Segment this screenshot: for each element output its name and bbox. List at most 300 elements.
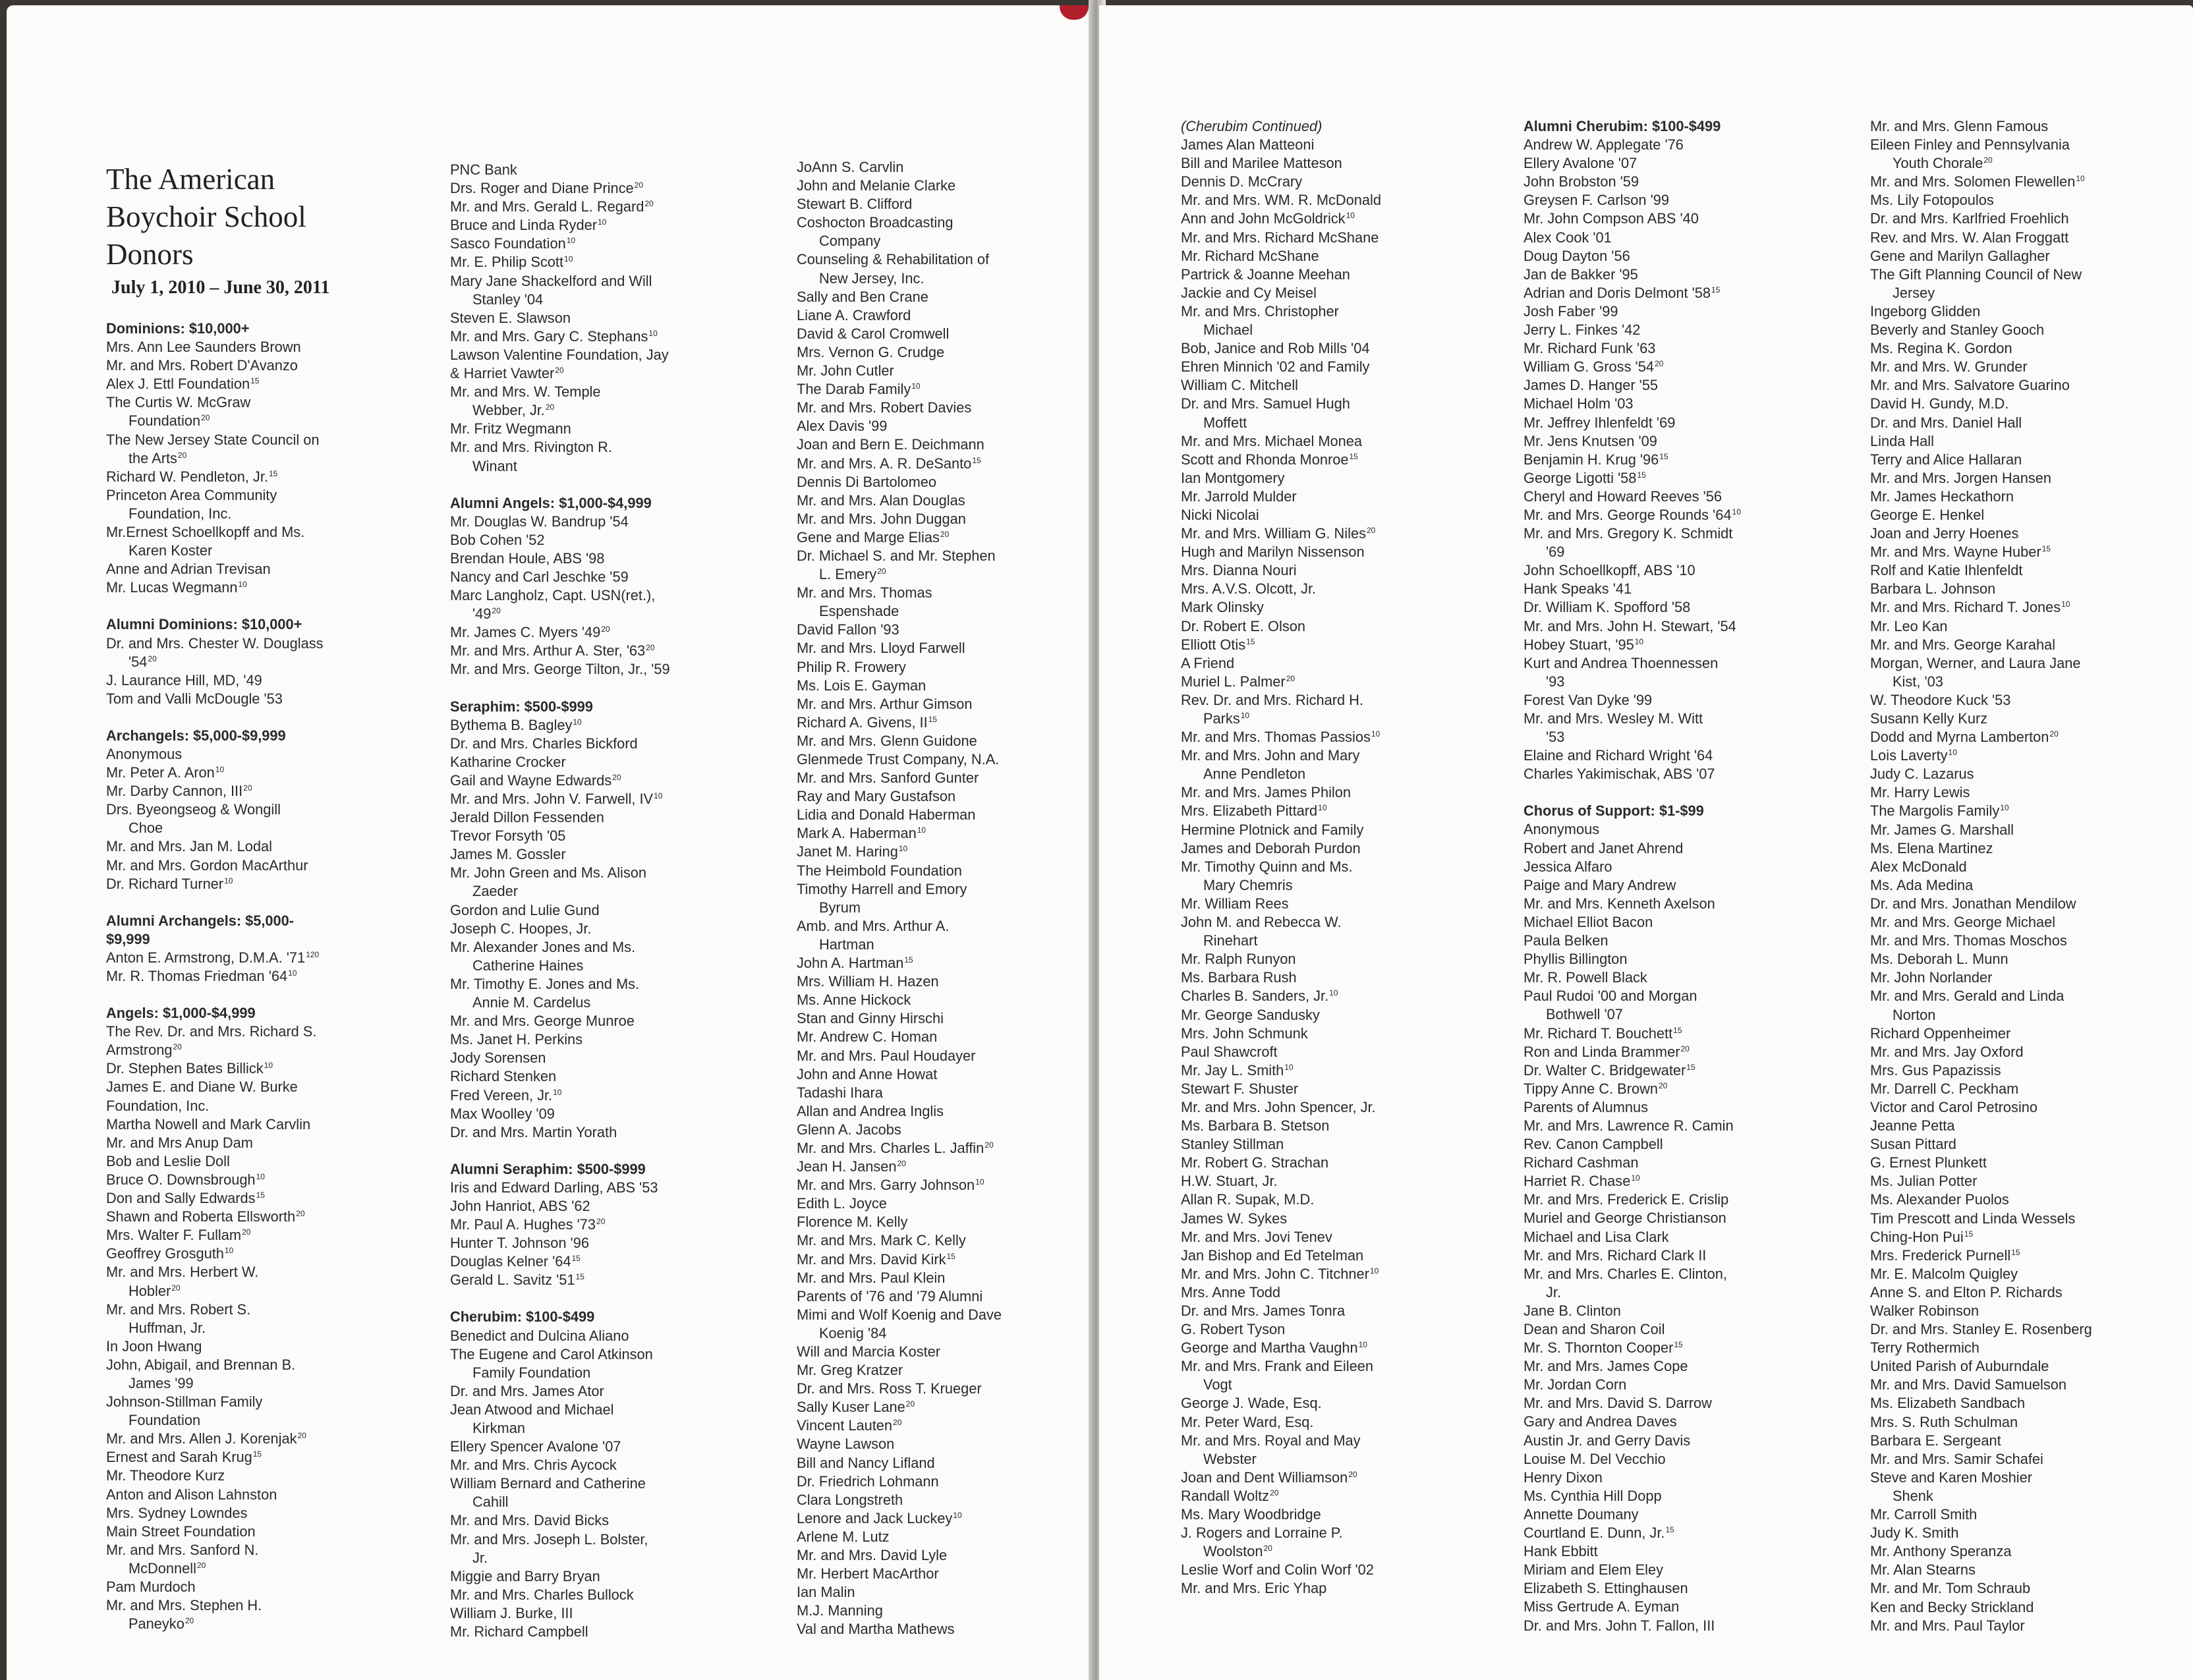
donor-entry: [450, 568, 747, 586]
donor-name: Mr. Richard McShane: [1181, 247, 1319, 264]
donor-entry: [1524, 1061, 1840, 1080]
donor-entry: [1870, 1135, 2186, 1154]
donor-name: Mr. and Mrs. Stephen H.: [106, 1597, 262, 1614]
giving-years-superscript: 15: [1637, 470, 1646, 480]
donor-name: Mr. Richard Campbell: [450, 1623, 588, 1640]
donor-name: Pam Murdoch: [106, 1579, 196, 1595]
donor-name: Mr. Paul A. Hughes '73: [450, 1216, 596, 1233]
donor-entry: [1524, 1357, 1840, 1376]
giving-years-superscript: 20: [2049, 729, 2059, 739]
donor-name: Ms. Elena Martinez: [1870, 839, 1993, 856]
donor-entry: [1870, 765, 2186, 783]
donor-entry: [450, 1327, 747, 1345]
donor-entry-continuation: [450, 957, 747, 975]
donor-entry: [106, 468, 376, 486]
donor-name: Max Woolley '09: [450, 1105, 555, 1122]
donor-name: Eileen Finley and Pennsylvania: [1870, 136, 2070, 154]
donor-name: Jean H. Jansen: [797, 1158, 897, 1175]
donor-entry: [1870, 691, 2186, 710]
giving-years-superscript: 15: [575, 1272, 584, 1282]
donor-name: Alex McDonald: [1870, 858, 1967, 875]
donor-entry: [450, 845, 747, 864]
giving-years-superscript: 20: [644, 199, 654, 209]
donor-name: Jackie and Cy Meisel: [1181, 284, 1317, 301]
donor-name: W. Theodore Kuck '53: [1870, 691, 2011, 708]
donor-name: Bob and Leslie Doll: [106, 1152, 230, 1169]
donor-entry: [1181, 432, 1497, 451]
giving-years-superscript: 20: [646, 643, 655, 653]
donor-name: Mr. and Mrs. George Karahal: [1870, 636, 2056, 653]
donor-name: Mr. Darby Cannon, III: [106, 783, 243, 800]
donor-entry: [1524, 1487, 1840, 1505]
donor-name: Dennis Di Bartolomeo: [797, 473, 937, 490]
donor-name: Ms. Lois E. Gayman: [797, 677, 926, 694]
donor-name: Dr. and Mrs. James Tonra: [1181, 1302, 1346, 1319]
donor-name: Elizabeth S. Ettinghausen: [1524, 1580, 1688, 1597]
donor-name: '49: [472, 605, 492, 623]
donor-entry: [106, 1356, 376, 1374]
donor-entry: [1870, 968, 2186, 987]
donor-entry: [1181, 1061, 1497, 1080]
donor-entry: [797, 880, 1093, 899]
donor-name: Tom and Valli McDougle '53: [106, 690, 283, 707]
donor-entry: [797, 455, 1093, 473]
section-spacer: [450, 679, 747, 698]
donor-entry: [1524, 1617, 1840, 1635]
donor-name: Richard Oppenheimer: [1870, 1024, 2011, 1042]
donor-name: Sasco Foundation: [450, 235, 566, 252]
donor-name: In Joon Hwang: [106, 1337, 202, 1355]
donor-name: Mr. and Mrs. WM. R. McDonald: [1181, 192, 1381, 209]
donor-entry: [106, 1504, 376, 1523]
donor-entry: [1181, 617, 1497, 636]
donor-name: John and Anne Howat: [797, 1065, 938, 1082]
donor-name: Mr. and Mrs. A. R. DeSanto: [797, 455, 972, 472]
donor-name: Mr. Douglas W. Bandrup '54: [450, 513, 629, 530]
donor-name: Mr. and Mrs. John H. Stewart, '54: [1524, 617, 1736, 634]
donor-name: Ian Malin: [797, 1584, 855, 1601]
donor-name: Mr. and Mrs. Jorgen Hansen: [1870, 469, 2052, 486]
giving-years-superscript: 20: [893, 1418, 902, 1428]
donor-entry: [1870, 1283, 2186, 1302]
donor-entry: [1870, 1210, 2186, 1228]
donor-name: Mr. and Mrs. Salvatore Guarino: [1870, 377, 2070, 394]
donor-name: Doug Dayton '56: [1524, 247, 1630, 264]
donor-name: Mrs. Vernon G. Crudge: [797, 343, 945, 360]
donor-name: Michael Holm '03: [1524, 395, 1634, 412]
donor-entry: [797, 306, 1093, 325]
donor-entry-continuation: [106, 449, 376, 468]
donor-name: Edith L. Joyce: [797, 1195, 887, 1212]
giving-years-superscript: 10: [1284, 1062, 1294, 1072]
donor-name: George Ligotti '58: [1524, 469, 1637, 486]
donor-name: Jr.: [1546, 1283, 1562, 1301]
donor-name: Foundation, Inc.: [128, 505, 232, 522]
donor-name: Mrs. William H. Hazen: [797, 973, 939, 990]
donor-name: Mr. and Mrs. Thomas Passios: [1181, 729, 1371, 746]
donor-entry: [1524, 968, 1840, 987]
giving-years-superscript: 10: [288, 968, 297, 978]
donor-entry: [450, 1049, 747, 1067]
donor-name: Morgan, Werner, and Laura Jane: [1870, 654, 2081, 671]
donor-entry: [106, 338, 376, 356]
donor-entry: [1181, 1283, 1497, 1302]
donor-entry: [1870, 1154, 2186, 1172]
donor-name: Harriet R. Chase: [1524, 1173, 1631, 1190]
donor-entry: [106, 1134, 376, 1152]
donor-name: Mr. and Mrs. Glenn Famous: [1870, 118, 2049, 134]
donor-name: Hermine Plotnick and Family: [1181, 821, 1364, 838]
donor-name: Mr. and Mrs. John V. Farwell, IV: [450, 791, 654, 807]
donor-entry: [106, 1523, 376, 1541]
donor-entry: [797, 954, 1093, 972]
donor-entry: [797, 399, 1093, 417]
donor-name: Mr. and Mrs. William G. Niles: [1181, 525, 1366, 542]
donor-entry: [1181, 673, 1497, 691]
donor-entry: [797, 732, 1093, 750]
donor-entry-continuation: [450, 882, 747, 901]
donor-entry: [797, 195, 1093, 213]
donor-name: Sally Kuser Lane: [797, 1399, 905, 1416]
donor-entry: [1524, 932, 1840, 950]
giving-years-superscript: 20: [1270, 1488, 1279, 1498]
donor-entry: [450, 1179, 747, 1197]
donor-entry: [1870, 414, 2186, 432]
donor-name: Stewart B. Clifford: [797, 196, 913, 213]
donor-entry: [1524, 1228, 1840, 1246]
donor-name: Mr. and Mrs. Robert Davies: [797, 399, 972, 416]
giving-years-superscript: 10: [1631, 1173, 1640, 1183]
donor-entry: [1870, 580, 2186, 598]
donor-entry-continuation: [106, 1411, 376, 1430]
donor-entry: [106, 1263, 376, 1281]
donor-entry: [1524, 154, 1840, 173]
donor-name: Mr. and Mrs. David S. Darrow: [1524, 1395, 1712, 1412]
giving-years-superscript: 10: [1369, 1266, 1379, 1275]
donor-name: Gordon and Lulie Gund: [450, 901, 600, 918]
giving-years-superscript: 10: [1371, 729, 1381, 739]
donor-entry: [1181, 1210, 1497, 1228]
donor-name: Jr.: [472, 1549, 488, 1566]
donor-entry: [106, 690, 376, 708]
donor-entry: [450, 771, 747, 790]
donor-name: Charles B. Sanders, Jr.: [1181, 988, 1329, 1005]
donor-entry: [797, 1028, 1093, 1046]
donor-name: Fred Vereen, Jr.: [450, 1086, 553, 1104]
donor-entry: [1524, 229, 1840, 247]
donor-name: Paula Belken: [1524, 932, 1609, 949]
donor-name: Kirkman: [472, 1420, 525, 1436]
donor-entry: [797, 250, 1093, 269]
donor-name: Terry Rothermich: [1870, 1339, 1979, 1357]
donor-entry: [1524, 414, 1840, 432]
donor-entry: [1181, 117, 1497, 136]
donor-name: Dr. and Mrs. Martin Yorath: [450, 1123, 617, 1140]
donor-name: Mr. John Cutler: [797, 362, 894, 379]
donor-entry: [450, 1401, 747, 1419]
donor-name: Dr. and Mrs. Karlfried Froehlich: [1870, 210, 2069, 227]
donor-name: Coshocton Broadcasting: [797, 214, 954, 231]
donor-entry: [797, 547, 1093, 565]
donor-entry: [797, 1065, 1093, 1084]
donor-entry: [1181, 1469, 1497, 1487]
donor-entry: [1181, 488, 1497, 506]
donor-entry: [106, 671, 376, 690]
donor-entry: [1524, 580, 1840, 598]
donor-name: Steven E. Slawson: [450, 309, 571, 326]
donor-entry-continuation: [1181, 1542, 1497, 1561]
donor-entry: [106, 949, 376, 967]
donor-entry: [797, 1306, 1093, 1324]
donor-entry: [1181, 1098, 1497, 1117]
donor-name: Jessica Alfaro: [1524, 858, 1612, 875]
donor-name: Dr. and Mrs. John T. Fallon, III: [1524, 1617, 1715, 1634]
donor-entry: [1870, 710, 2186, 728]
donor-entry: [1524, 691, 1840, 710]
donor-entry-continuation: [1181, 1376, 1497, 1394]
donor-entry: [797, 380, 1093, 399]
donor-entry: [797, 1380, 1093, 1398]
donor-entry: [797, 1398, 1093, 1416]
donor-entry-continuation: [1870, 154, 2186, 173]
donor-name: Jody Sorensen: [450, 1050, 546, 1067]
donor-name: Mr. and Mrs. Jovi Tenev: [1181, 1228, 1332, 1245]
donor-entry: [1524, 247, 1840, 266]
donor-name: Ron and Linda Brammer: [1524, 1043, 1680, 1060]
donor-name: Ms. Barbara Rush: [1181, 969, 1297, 986]
donor-entry: [1524, 506, 1840, 524]
donor-entry: [450, 790, 747, 808]
donor-name: Mr. and Mrs. Gregory K. Schmidt: [1524, 525, 1733, 542]
donor-entry: [797, 1472, 1093, 1491]
donor-entry: [1181, 358, 1497, 376]
donor-name: Mr. Jarrold Mulder: [1181, 488, 1297, 505]
donor-name: Mr. Greg Kratzer: [797, 1362, 903, 1379]
donor-name: H.W. Stuart, Jr.: [1181, 1173, 1278, 1190]
donor-name: Adrian and Doris Delmont '58: [1524, 284, 1711, 301]
donor-name: Dr. and Mrs. Samuel Hugh: [1181, 395, 1350, 412]
donor-entry: [1181, 154, 1497, 173]
donor-name: The Rev. Dr. and Mrs. Richard S.: [106, 1023, 317, 1040]
donor-entry: [1524, 1302, 1840, 1320]
donor-name: Tadashi Ihara: [797, 1084, 883, 1101]
donor-name: Timothy Harrell and Emory: [797, 880, 967, 897]
giving-years-superscript: 10: [1329, 988, 1338, 998]
donor-name: Rev. Canon Campbell: [1524, 1136, 1663, 1153]
donor-entry: [1524, 1154, 1840, 1172]
donor-name: Ms. Anne Hickock: [797, 992, 911, 1009]
donor-name: Ching-Hon Pui: [1870, 1228, 1964, 1245]
donor-entry-continuation: [450, 1493, 747, 1511]
donor-name: Foundation: [128, 412, 201, 430]
giving-years-superscript: 10: [911, 381, 921, 391]
donor-name: Mr. and Mrs. David Bicks: [450, 1512, 610, 1529]
giving-years-superscript: 10: [1358, 1340, 1367, 1350]
donor-entry: [1870, 1320, 2186, 1339]
donor-name: Mr. Herbert MacArthor: [797, 1565, 939, 1582]
donor-name: Mr. and Mrs. Gary C. Stephans: [450, 327, 648, 345]
donor-entry: [797, 1454, 1093, 1472]
donor-name: Mr. John Green and Ms. Alison: [450, 864, 647, 882]
donor-name: David H. Gundy, M.D.: [1870, 395, 2009, 412]
donor-entry: [1181, 1579, 1497, 1598]
donor-entry: [1524, 1561, 1840, 1579]
donor-entry: [1524, 339, 1840, 358]
donor-name: Johnson-Stillman Family: [106, 1393, 263, 1411]
giving-years-superscript: 10: [1948, 748, 1957, 758]
donor-entry: [1181, 821, 1497, 839]
donor-name: Ian Montgomery: [1181, 469, 1285, 486]
donor-entry: [450, 827, 747, 845]
donor-name: Dr. William K. Spofford '58: [1524, 599, 1691, 616]
donor-entry: [1870, 210, 2186, 228]
donor-entry: [450, 438, 747, 457]
donor-entry-continuation: [1181, 710, 1497, 728]
donor-entry: [1524, 302, 1840, 321]
giving-years-superscript: 20: [148, 654, 157, 663]
donor-entry: [106, 1541, 376, 1559]
donor-entry: [797, 1491, 1093, 1509]
donor-name: Alex Davis '99: [797, 418, 888, 435]
donor-name: Mr. and Mrs. Frederick E. Crislip: [1524, 1191, 1729, 1208]
donor-name: Lidia and Donald Haberman: [797, 806, 976, 824]
donor-entry: [106, 1245, 376, 1263]
donor-name: Mr. and Mrs. Paul Houdayer: [797, 1047, 976, 1064]
donor-entry: [1524, 1024, 1840, 1043]
donor-entry: [797, 824, 1093, 843]
donor-entry: [1524, 1469, 1840, 1487]
donor-entry: [450, 1216, 747, 1234]
donor-entry: [450, 623, 747, 642]
donor-name: Koenig '84: [819, 1324, 887, 1341]
donor-name: M.J. Manning: [797, 1602, 883, 1619]
donor-entry: [1870, 302, 2186, 321]
donor-column-4: [1181, 117, 1497, 1598]
donor-name: Norton: [1893, 1006, 1936, 1023]
giving-years-superscript: 10: [1346, 211, 1355, 221]
donor-entry: [1181, 1432, 1497, 1450]
donor-entry-continuation: [1870, 1487, 2186, 1505]
donor-name: Will and Marcia Koster: [797, 1343, 941, 1360]
donor-name: Nicki Nicolai: [1181, 506, 1259, 523]
donor-name: Mr. and Mrs. George Munroe: [450, 1013, 635, 1030]
donor-entry-continuation: [797, 232, 1093, 250]
donor-entry: [797, 843, 1093, 861]
donor-name: Muriel L. Palmer: [1181, 673, 1286, 690]
donor-name: Mrs. Gus Papazissis: [1870, 1061, 2001, 1078]
donor-entry-continuation: [106, 412, 376, 430]
donor-name: Mr. and Mrs. Solomen Flewellen: [1870, 173, 2076, 190]
donor-name: Mr. and Mrs. Charles L. Jaffin: [797, 1139, 984, 1156]
donor-name: Anonymous: [1524, 821, 1600, 838]
donor-entry: [106, 1301, 376, 1319]
donor-entry: [797, 658, 1093, 677]
donor-entry: [797, 769, 1093, 787]
donor-entry: [1524, 598, 1840, 617]
donor-entry: [797, 1416, 1093, 1435]
donor-name: Mr. William Rees: [1181, 895, 1289, 912]
donor-name: Mr. R. Powell Black: [1524, 969, 1647, 986]
donor-name: Forest Van Dyke '99: [1524, 691, 1653, 708]
donor-entry-continuation: [797, 936, 1093, 954]
donor-name: Vincent Lauten: [797, 1417, 893, 1434]
giving-years-superscript: 20: [1983, 155, 1993, 165]
donor-entry: [1870, 117, 2186, 136]
donor-name: Tippy Anne C. Brown: [1524, 1080, 1658, 1097]
donor-name: Henry Dixon: [1524, 1469, 1603, 1486]
donor-name: Karen Koster: [128, 542, 213, 559]
donor-name: Alex Cook '01: [1524, 229, 1612, 246]
donor-name: Mr. R. Thomas Friedman '64: [106, 968, 288, 984]
donor-name: Mr. and Mrs. Joseph L. Bolster,: [450, 1530, 648, 1548]
giving-years-superscript: 10: [597, 217, 607, 227]
donor-name: Main Street Foundation: [106, 1523, 256, 1540]
donor-name: Ellery Avalone '07: [1524, 155, 1638, 172]
donor-entry: [450, 179, 747, 198]
donor-name: Muriel and George Christianson: [1524, 1210, 1726, 1227]
donor-entry: [1870, 229, 2186, 247]
donor-name: Mr. and Mrs. Paul Klein: [797, 1269, 946, 1286]
donor-name: Mr. and Mrs. Richard McShane: [1181, 229, 1379, 246]
donor-name: Ms. Deborah L. Munn: [1870, 951, 2008, 968]
giving-years-superscript: 15: [1686, 1062, 1695, 1072]
donor-entry: [1181, 1339, 1497, 1357]
donor-entry: [450, 735, 747, 753]
donor-name: Parents of '76 and '79 Alumni: [797, 1287, 983, 1304]
donor-entry-continuation: [1181, 765, 1497, 783]
donor-column-6: [1870, 117, 2186, 1635]
donor-name: Gerald L. Savitz '51: [450, 1272, 575, 1289]
donor-entry: [1181, 266, 1497, 284]
donor-name: Glenmede Trust Company, N.A.: [797, 751, 1000, 768]
donor-name: Richard Stenken: [450, 1068, 557, 1085]
giving-level-heading: Cherubim: $100-$499: [450, 1308, 595, 1326]
donor-name: Marc Langholz, Capt. USN(ret.),: [450, 587, 656, 604]
donor-name: Barbara E. Sergeant: [1870, 1432, 2001, 1449]
donor-name: Mr. Richard Funk '63: [1524, 340, 1656, 357]
donor-entry: [797, 528, 1093, 547]
donor-name: Dr. Walter C. Bridgewater: [1524, 1061, 1686, 1078]
donor-entry: [106, 393, 376, 412]
giving-years-superscript: 10: [953, 1510, 962, 1520]
donor-entry: [1181, 968, 1497, 987]
giving-years-superscript: 15: [571, 1254, 581, 1264]
donor-name: Michael: [1203, 322, 1253, 339]
donor-entry: [450, 586, 747, 605]
donor-entry-continuation: [450, 1364, 747, 1382]
donor-name: Courtland E. Dunn, Jr.: [1524, 1525, 1665, 1542]
donor-name: J. Rogers and Lorraine P.: [1181, 1525, 1343, 1542]
donor-name: Mr. and Mrs. Mark C. Kelly: [797, 1232, 966, 1249]
giving-years-superscript: 10: [917, 826, 926, 835]
donor-name: Mr. and Mrs. Richard Clark II: [1524, 1246, 1707, 1264]
donor-entry: [106, 1078, 376, 1096]
donor-name: Lois Laverty: [1870, 747, 1948, 764]
giving-years-superscript: 15: [1246, 636, 1255, 646]
donor-entry: [1524, 839, 1840, 858]
giving-years-superscript: 15: [252, 1449, 262, 1459]
donor-name: The Curtis W. McGraw: [106, 394, 251, 411]
donor-entry: [450, 716, 747, 735]
donor-entry: [797, 639, 1093, 658]
donor-entry: [1524, 395, 1840, 413]
donor-name: Bob Cohen '52: [450, 531, 545, 548]
donor-name: Mr. and Mrs. Christopher: [1181, 302, 1339, 320]
donor-name: Mr. and Mrs. Kenneth Axelson: [1524, 895, 1715, 912]
donor-entry: [1181, 210, 1497, 228]
donor-entry: [797, 1158, 1093, 1176]
giving-level-heading: Angels: $1,000-$4,999: [106, 1005, 256, 1022]
